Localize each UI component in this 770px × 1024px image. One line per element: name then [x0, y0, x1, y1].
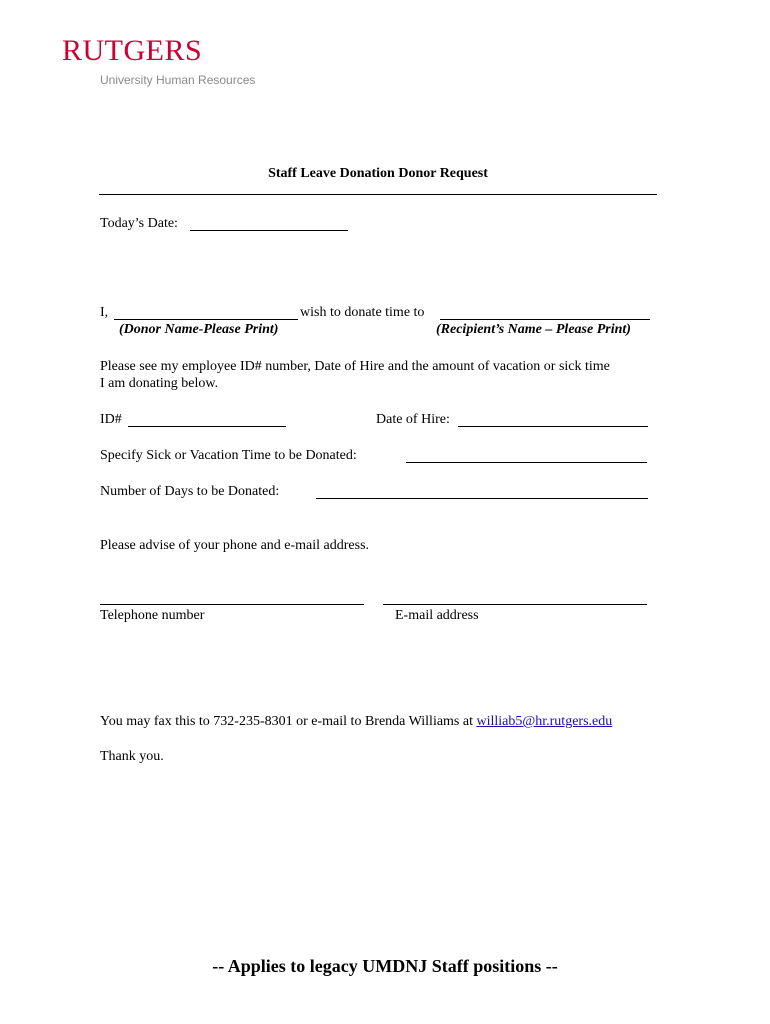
instructions-line-2: I am donating below. — [100, 376, 219, 391]
email-field[interactable] — [383, 604, 647, 605]
email-label: E-mail address — [395, 608, 479, 623]
sick-vacation-label: Specify Sick or Vacation Time to be Donated: — [100, 448, 357, 463]
logo-subtitle: University Human Resources — [100, 73, 256, 87]
wish-text: wish to donate time to — [300, 305, 425, 320]
telephone-field[interactable] — [100, 604, 364, 605]
date-of-hire-label: Date of Hire: — [376, 412, 450, 427]
todays-date-label: Today’s Date: — [100, 216, 178, 231]
recipient-caption: (Recipient’s Name – Please Print) — [436, 322, 631, 337]
thank-you-text: Thank you. — [100, 749, 164, 764]
donor-name-field[interactable] — [114, 319, 298, 320]
instructions-line-1: Please see my employee ID# number, Date of Hire and the amount of vacation or sick time — [100, 359, 610, 374]
sick-vacation-field[interactable] — [406, 462, 647, 463]
todays-date-field[interactable] — [190, 230, 348, 231]
days-field[interactable] — [316, 498, 648, 499]
i-label: I, — [100, 305, 109, 320]
title-divider — [99, 194, 657, 195]
rutgers-logo: RUTGERS — [62, 34, 203, 67]
telephone-label: Telephone number — [100, 608, 205, 623]
email-link[interactable]: williab5@hr.rutgers.edu — [476, 714, 613, 729]
recipient-name-field[interactable] — [440, 319, 650, 320]
id-field[interactable] — [128, 426, 286, 427]
fax-instructions — [100, 714, 612, 730]
footer-note: -- Applies to legacy UMDNJ Staff positions -- — [212, 956, 558, 976]
fax-text: You may fax this to 732-235-8301 or e-mail to Brenda Williams at — [100, 714, 473, 729]
donor-caption: (Donor Name-Please Print) — [119, 322, 279, 337]
date-of-hire-field[interactable] — [458, 426, 648, 427]
days-label: Number of Days to be Donated: — [100, 484, 280, 499]
advise-text: Please advise of your phone and e-mail address. — [100, 538, 370, 553]
form-title: Staff Leave Donation Donor Request — [268, 166, 488, 181]
id-label: ID# — [100, 412, 122, 427]
